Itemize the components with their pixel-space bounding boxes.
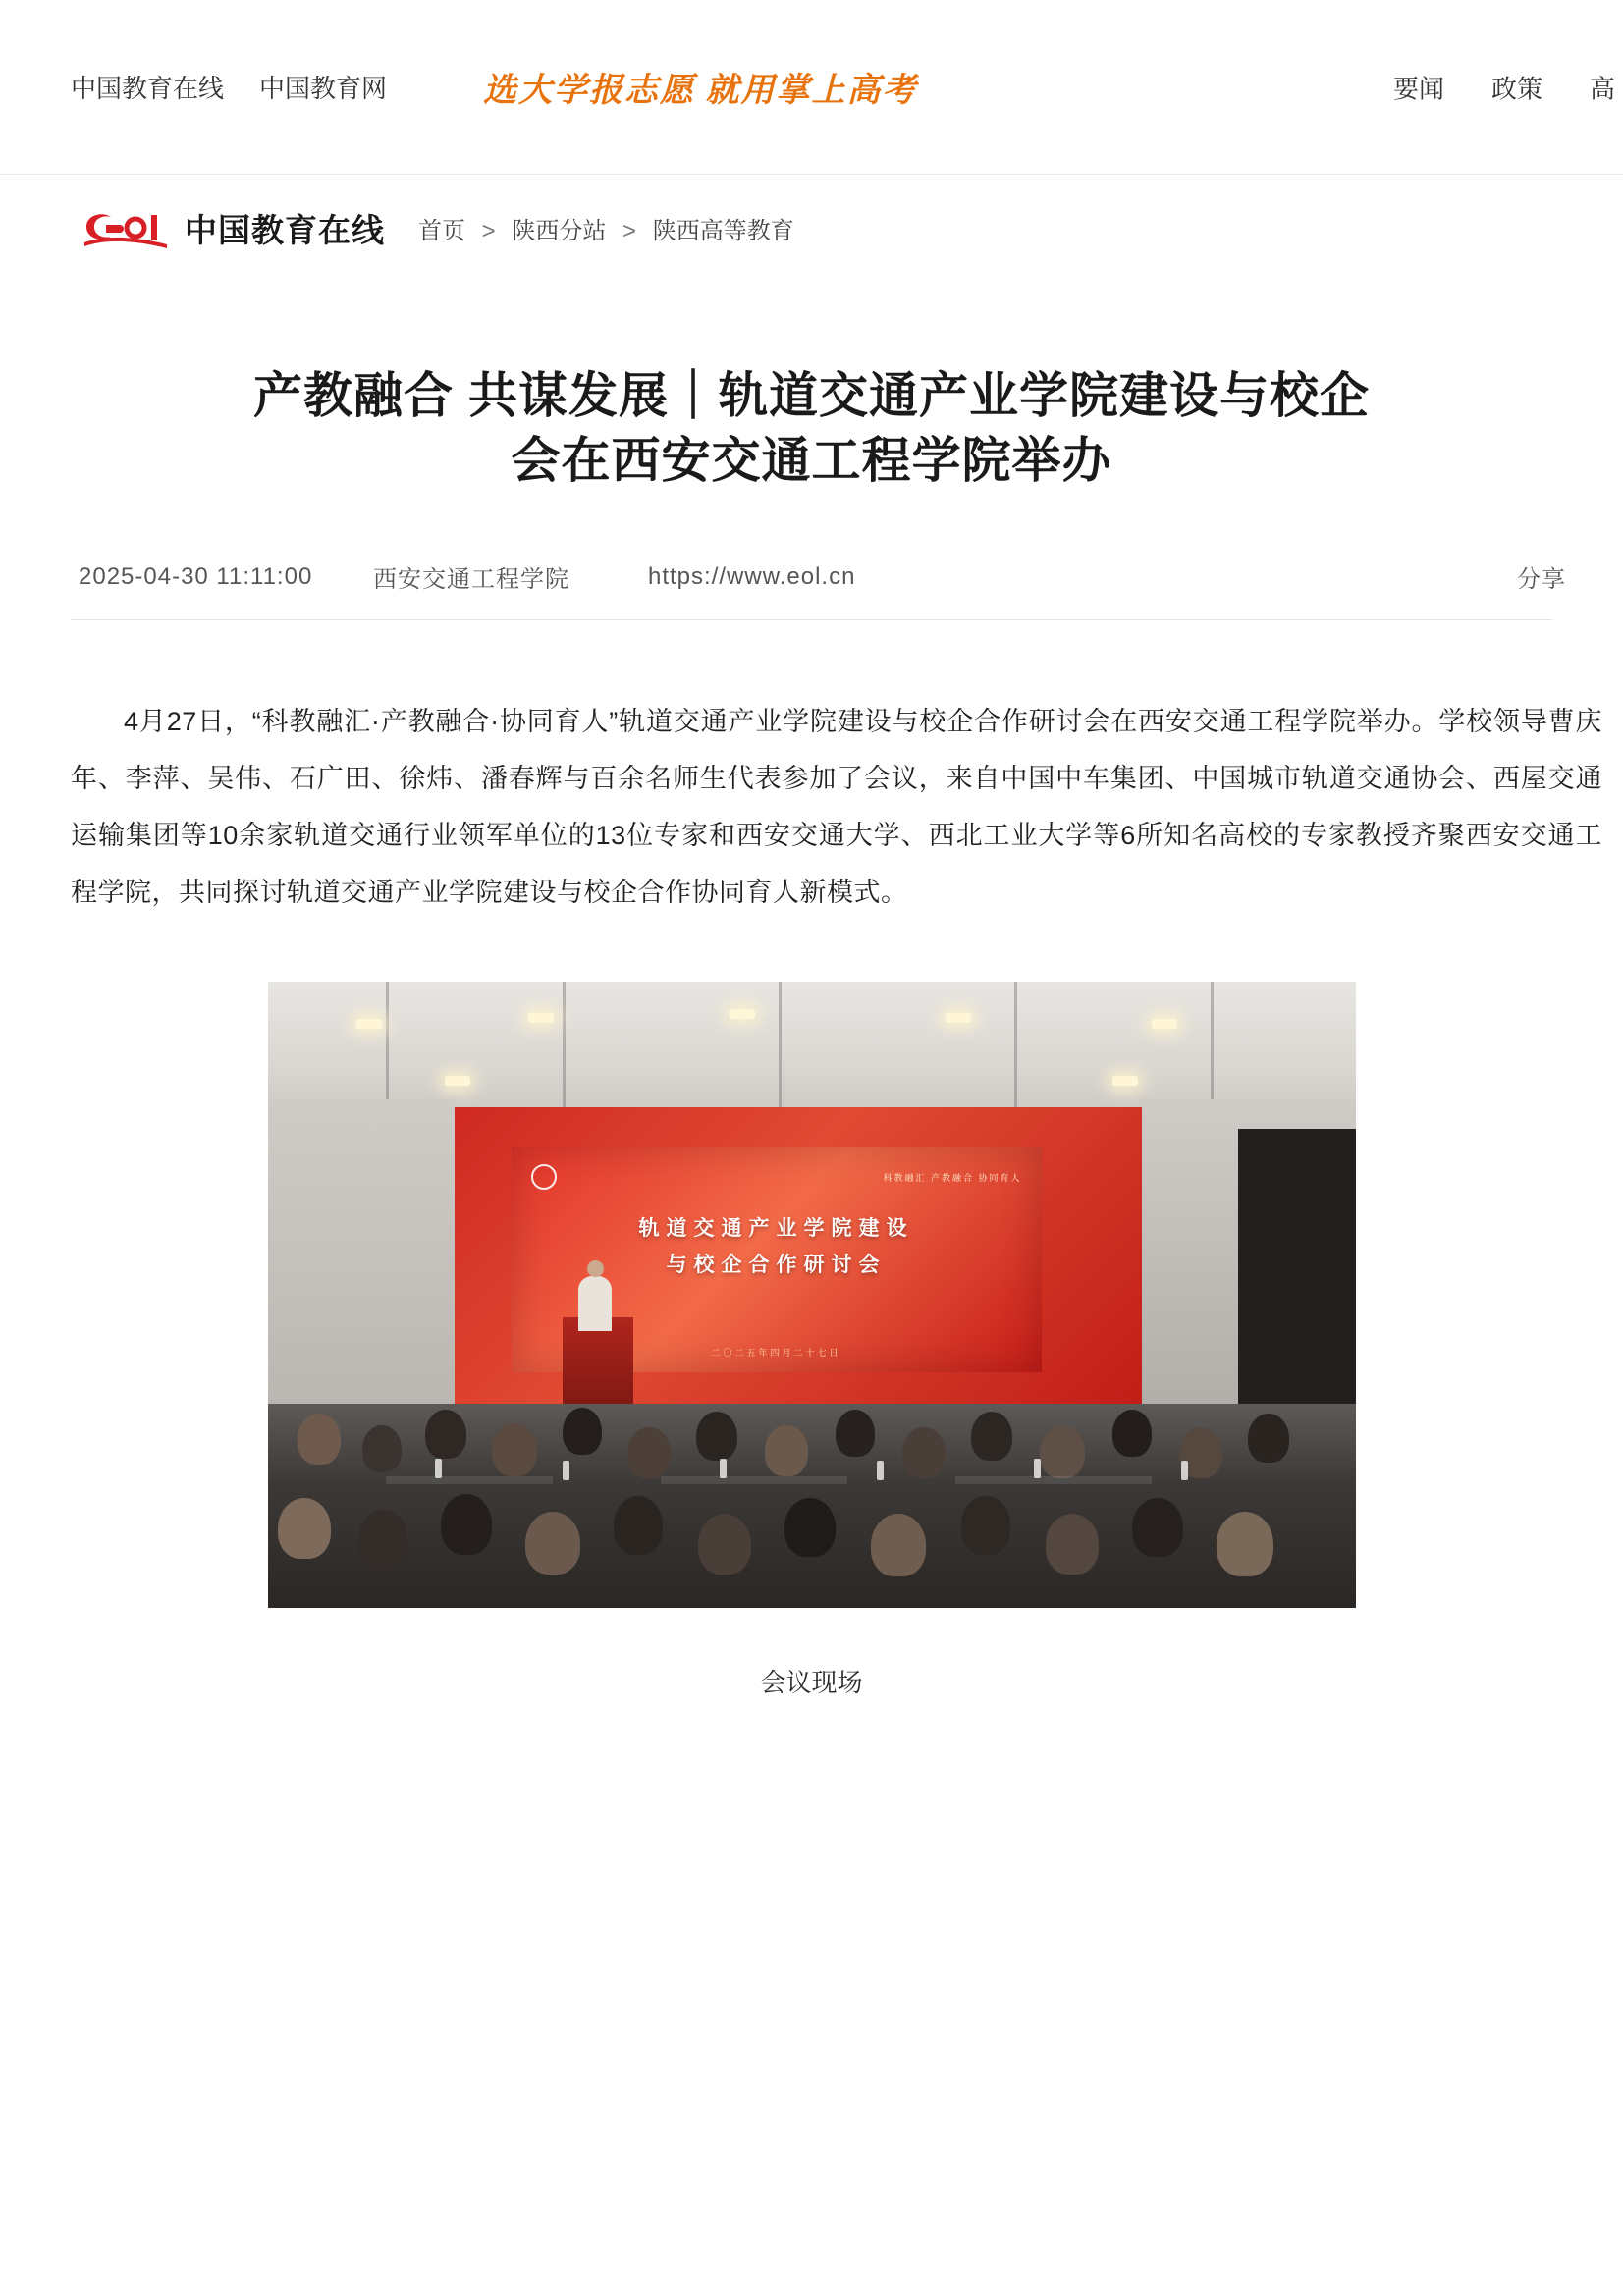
breadcrumb-separator-1: > bbox=[481, 217, 496, 244]
brand-breadcrumb-row bbox=[0, 175, 1623, 281]
page-title-line-1: 产教融合 共谋发展｜轨道交通产业学院建设与校企 bbox=[253, 368, 1370, 423]
nav-item-news[interactable]: 要闻 bbox=[1392, 74, 1444, 103]
topbar-left-links bbox=[71, 63, 918, 111]
topbar-link-eol[interactable]: 中国教育在线 bbox=[71, 74, 225, 103]
nav-item-gaokao[interactable]: 高 bbox=[1589, 74, 1615, 103]
topbar-right-nav bbox=[1393, 69, 1623, 105]
topbar-slogan: 选大学报志愿 就用掌上高考 bbox=[483, 73, 918, 109]
screen-title-line-1: 轨道交通产业学院建设 bbox=[638, 1217, 914, 1241]
page-title-line-2: 会在西安交通工程学院举办 bbox=[511, 433, 1112, 488]
page-title bbox=[71, 363, 1552, 493]
page-bottom-spacer bbox=[71, 1699, 1552, 2111]
article-meta bbox=[71, 560, 1566, 620]
breadcrumb-item-home[interactable]: 首页 bbox=[418, 217, 465, 244]
university-emblem-icon bbox=[531, 1164, 557, 1190]
article-paragraph: 4月27日，“科教融汇·产教融合·协同育人”轨道交通产业学院建设与校企合作研讨会在西安交通工程学院举办。学校领导曹庆年、李萍、吴伟、石广田、徐炜、潘春辉与百余名师生代表参加了会议，来自中国中车集团、中国城市轨道交通协会、西屋交通运输集团等10余家轨道交通行业领军单位的13位专家和西安交通大学、西北工业大学等6所知名高校的专家教授齐聚西安交通工程学院，共同探讨轨道交通产业学院建设与校企合作协同育人新模式。 bbox=[71, 707, 1602, 908]
photo-podium bbox=[563, 1317, 633, 1412]
photo-speaker bbox=[578, 1276, 612, 1331]
article-url[interactable]: https://www.eol.cn bbox=[648, 562, 856, 590]
screen-slogan: 科教融汇 产教融合 协同育人 bbox=[883, 1172, 1022, 1183]
photo-dark-corner bbox=[1238, 1129, 1356, 1423]
article-source: 西安交通工程学院 bbox=[373, 566, 569, 593]
breadcrumb-separator-2: > bbox=[622, 217, 637, 244]
logo-text: 中国教育在线 bbox=[185, 211, 385, 248]
share-label[interactable]: 分享 bbox=[1517, 566, 1566, 593]
conference-photo bbox=[268, 982, 1356, 1608]
breadcrumb bbox=[418, 211, 794, 245]
eol-logo-icon bbox=[81, 205, 171, 250]
topbar-link-edu-net[interactable]: 中国教育网 bbox=[259, 74, 388, 103]
article-figure bbox=[268, 982, 1356, 1699]
nav-item-policy[interactable]: 政策 bbox=[1490, 74, 1542, 103]
breadcrumb-item-shaanxi[interactable]: 陕西分站 bbox=[512, 217, 607, 244]
screen-title-line-2: 与校企合作研讨会 bbox=[666, 1253, 887, 1276]
breadcrumb-item-shaanxi-higher-edu[interactable]: 陕西高等教育 bbox=[652, 217, 794, 244]
screen-date: 二〇二五年四月二十七日 bbox=[711, 1348, 841, 1359]
photo-wall-left bbox=[268, 1099, 455, 1423]
top-navigation-bar bbox=[0, 0, 1623, 175]
article-container bbox=[0, 281, 1623, 2111]
publish-date: 2025-04-30 11:11:00 bbox=[79, 562, 313, 590]
site-logo[interactable] bbox=[81, 205, 385, 251]
photo-audience-area bbox=[268, 1404, 1356, 1608]
figure-caption: 会议现场 bbox=[760, 1668, 863, 1698]
